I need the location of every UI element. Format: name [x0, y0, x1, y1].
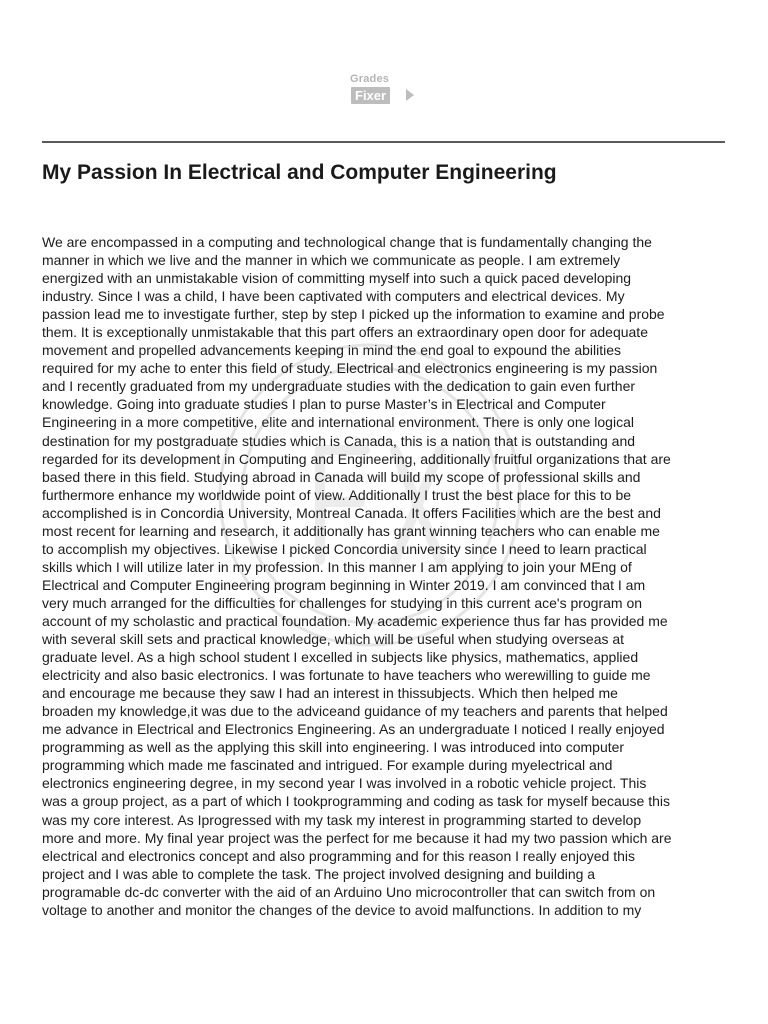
body-text-line: skills which I will utilize later in my profession. In this manner I am applying to join your MEng of — [42, 558, 632, 575]
body-text-line: Engineering in a more competitive, elite and international environment. There is only one logical — [42, 414, 634, 431]
body-text-line: with several skill sets and practical knowledge, which will be useful when studying overseas at — [42, 631, 625, 648]
body-text-line: knowledge. Going into graduate studies I plan to purse Master’s in Electrical and Computer — [42, 396, 606, 413]
body-text-line: programming which made me fascinated and intrigued. For example during myelectrical and — [42, 757, 613, 774]
body-text-line: passion lead me to investigate further, step by step I picked up the information to examine and probe — [42, 306, 665, 323]
body-text-line: very much arranged for the difficulties for challenges for studying in this current ace's program on — [42, 594, 643, 611]
body-text-line: was my core interest. As Iprogressed with my task my interest in programming started to develop — [42, 811, 642, 828]
body-text-line: voltage to another and monitor the changes of the device to avoid malfunctions. In addition to my — [42, 901, 642, 918]
body-text-line: We are encompassed in a computing and technological change that is fundamentally changing the — [42, 234, 652, 250]
body-text-line: electrical and electronics concept and also programming and for this reason I really enjoyed this — [42, 847, 635, 864]
body-text-line: most recent for learning and research, it additionally has grant winning teachers who can enable me — [42, 522, 660, 539]
body-text-line: electronics engineering degree, in my second year I was involved in a robotic vehicle project. This — [42, 775, 647, 792]
body-text-line: more and more. My final year project was the perfect for me because it had my two passion which are — [42, 829, 672, 846]
body-text-line: destination for my postgraduate studies which is Canada, this is a nation that is outstanding and — [42, 432, 636, 449]
body-text-line: furthermore enhance my worldwide point of view. Additionally I trust the best place for this to be — [42, 486, 632, 503]
body-text-line: them. It is exceptionally unmistakable that this part offers an extraordinary open door for adequate — [42, 324, 648, 341]
body-text-line: based there in this field. Studying abroad in Canada will build my scope of professional skills and — [42, 468, 641, 485]
body-text-line: movement and propelled advancements keeping in mind the end goal to expound the abilities — [42, 342, 622, 359]
body-text-line: broaden my knowledge,it was due to the adviceand guidance of my teachers and parents that helped — [42, 703, 668, 720]
body-text-line: and I recently graduated from my undergraduate studies with the dedication to gain even further — [42, 378, 636, 395]
body-text-line: electricity and also basic electronics. I was fortunate to have teachers who werewilling to guide me — [42, 667, 651, 684]
body-text-line: programable dc-dc converter with the aid of an Arduino Uno microcontroller that can switch from on — [42, 883, 656, 900]
body-text-line: regarded for its development in Computing and Engineering, additionally fruitful organizations that are — [42, 450, 671, 467]
arrow-right-icon — [406, 89, 414, 101]
brand-logo-top-text: Grades — [350, 73, 390, 85]
body-text-line: required for my ache to enter this field of study. Electrical and electronics engineering is my passion — [42, 360, 658, 377]
body-text-line: and encourage me because they saw I had an interest in thissubjects. Which then helped me — [42, 685, 618, 702]
body-text-line: energized with an unmistakable vision of committing myself into such a quick paced developing — [42, 270, 632, 287]
body-text-line: was a group project, as a part of which I tookprogramming and coding as task for myself because this — [42, 793, 670, 810]
brand-logo — [350, 73, 420, 107]
body-text-line: manner in which we live and the manner in which we communicate as people. I am extremely — [42, 252, 621, 269]
body-text-line: accomplished is in Concordia University, Montreal Canada. It offers Facilities which are the best and — [42, 504, 661, 521]
body-text-line: industry. Since I was a child, I have been captivated with computers and electrical devices. My — [42, 288, 625, 305]
header-divider — [42, 141, 725, 143]
document-title: My Passion In Electrical and Computer Engineering — [42, 161, 557, 184]
body-text-line: to accomplish my objectives. Likewise I picked Concordia university since I need to learn practical — [42, 540, 647, 557]
brand-logo-badge: Fixer — [351, 87, 390, 104]
body-text-line: Electrical and Computer Engineering program beginning in Winter 2019. I am convinced that I am — [42, 576, 646, 593]
body-text-line: account of my scholastic and practical foundation. My academic experience thus far has provided me — [42, 612, 668, 629]
body-text-line: me advance in Electrical and Electronics Engineering. As an undergraduate I noticed I really enjoyed — [42, 721, 665, 738]
body-text-line: graduate level. As a high school student I excelled in subjects like physics, mathematics, applied — [42, 649, 639, 666]
body-text-line: project and I was able to complete the task. The project involved designing and building a — [42, 865, 596, 882]
document-body — [42, 233, 718, 919]
body-text-line: programming as well as the applying this skill into engineering. I was introduced into computer — [42, 739, 625, 756]
